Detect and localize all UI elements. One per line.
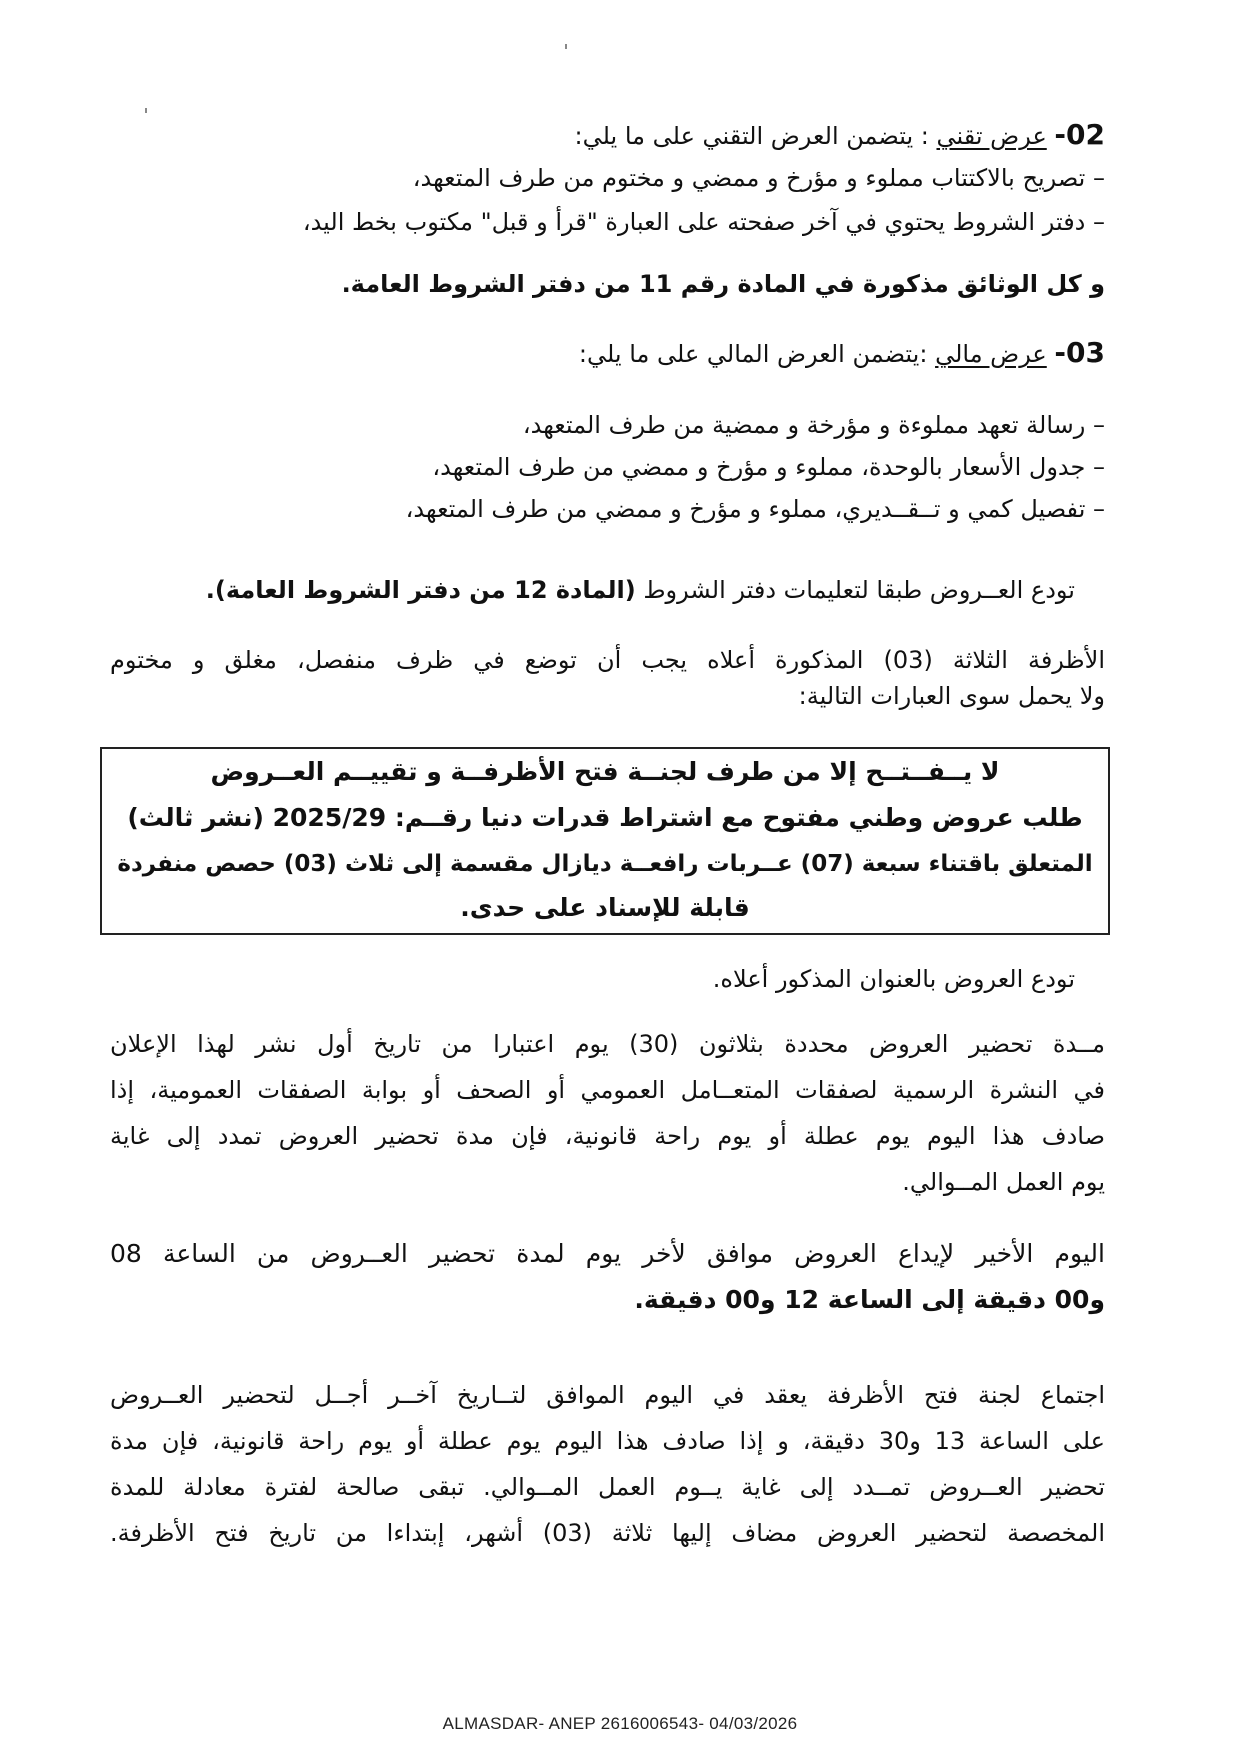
section-financial-heading <box>579 336 1105 371</box>
last-day-line: اليوم الأخير لإيداع العروض موافق لأخر يوم لمدة تحضير العــروض من الساعة 08 <box>110 1239 1105 1268</box>
list-item: – دفتر الشروط يحتوي في آخر صفحته على العبارة "قرأ و قبل" مكتوب بخط اليد، <box>302 208 1105 236</box>
deposit-reference: (المادة 12 من دفتر الشروط العامة). <box>205 576 636 604</box>
section-intro: : يتضمن العرض التقني على ما يلي: <box>574 122 929 150</box>
deposit-text: تودع العــروض طبقا لتعليمات دفتر الشروط <box>643 576 1075 604</box>
section-technical-heading <box>575 118 1105 153</box>
opening-meeting-line: تحضير العــروض تمــدد إلى غاية يــوم العمل المــوالي. تبقى صالحة لفترة معادلة للمدة <box>110 1473 1105 1501</box>
address-note: تودع العروض بالعنوان المذكور أعلاه. <box>712 965 1075 993</box>
envelope-label-box <box>100 747 1110 935</box>
list-item: – تفصيل كمي و تــقــديري، مملوء و مؤرخ و ممضي من طرف المتعهد، <box>405 495 1105 523</box>
section-title: عرض مالي <box>935 340 1047 368</box>
scan-speck <box>145 108 147 113</box>
box-line: طلب عروض وطني مفتوح مع اشتراط قدرات دنيا رقــم: 2025/29 (نشر ثالث) <box>127 803 1083 832</box>
section-title: عرض تقني <box>936 122 1047 150</box>
preparation-period-line: في النشرة الرسمية لصفقات المتعــامل العمومي أو الصحف أو بوابة الصفقات العمومية، إذا <box>110 1076 1105 1104</box>
last-day-line: و00 دقيقة إلى الساعة 12 و00 دقيقة. <box>634 1285 1105 1314</box>
opening-meeting-line: على الساعة 13 و30 دقيقة، و إذا صادف هذا اليوم يوم عطلة أو يوم راحة قانونية، فإن مدة <box>110 1427 1106 1455</box>
opening-meeting-line: اجتماع لجنة فتح الأظرفة يعقد في اليوم الموافق لتــاريخ آخــر أجــل لتحضير العــروض <box>110 1381 1105 1409</box>
preparation-text: مــدة تحضير العروض محددة بثلاثون (30) يوم اعتبارا من تاريخ أول نشر لهذا الإعلان <box>110 1030 1106 1058</box>
opening-meeting-line: المخصصة لتحضير العروض مضاف إليها ثلاثة (03) أشهر، إبتداءا من تاريخ فتح الأظرفة. <box>110 1519 1105 1547</box>
box-line: لا يــفــتــح إلا من طرف لجنــة فتح الأظرفــة و تقييــم العــروض <box>210 757 1000 786</box>
list-item: – تصريح بالاكتتاب مملوء و مؤرخ و ممضي و مختوم من طرف المتعهد، <box>412 164 1105 192</box>
deposit-instruction <box>206 573 1075 607</box>
list-item: – رسالة تعهد مملوءة و مؤرخة و ممضية من طرف المتعهد، <box>522 411 1105 439</box>
box-line: قابلة للإسناد على حدى. <box>460 893 750 922</box>
list-item: – جدول الأسعار بالوحدة، مملوء و مؤرخ و ممضي من طرف المتعهد، <box>432 453 1105 481</box>
preparation-period-line: يوم العمل المــوالي. <box>902 1168 1105 1196</box>
box-line: المتعلق باقتناء سبعة (07) عــربات رافعــة ديازال مقسمة إلى ثلاث (03) حصص منفردة <box>117 851 1093 877</box>
section-intro: :يتضمن العرض المالي على ما يلي: <box>578 340 928 368</box>
preparation-period-line: صادف هذا اليوم يوم عطلة أو يوم راحة قانونية، فإن مدة تحضير العروض تمدد إلى غاية <box>110 1122 1105 1150</box>
preparation-period-line <box>110 1027 1105 1061</box>
scan-speck <box>565 44 567 49</box>
section-number: 03- <box>1054 336 1105 369</box>
technical-note: و كل الوثائق مذكورة في المادة رقم 11 من دفتر الشروط العامة. <box>341 270 1105 298</box>
envelope-paragraph-line: ولا يحمل سوى العبارات التالية: <box>798 682 1105 710</box>
section-number: 02- <box>1054 118 1105 151</box>
envelope-paragraph-line: الأظرفة الثلاثة (03) المذكورة أعلاه يجب أن توضع في ظرف منفصل، مغلق و مختوم <box>110 646 1106 674</box>
footer-reference: ALMASDAR- ANEP 2616006543- 04/03/2026 <box>442 1714 798 1733</box>
